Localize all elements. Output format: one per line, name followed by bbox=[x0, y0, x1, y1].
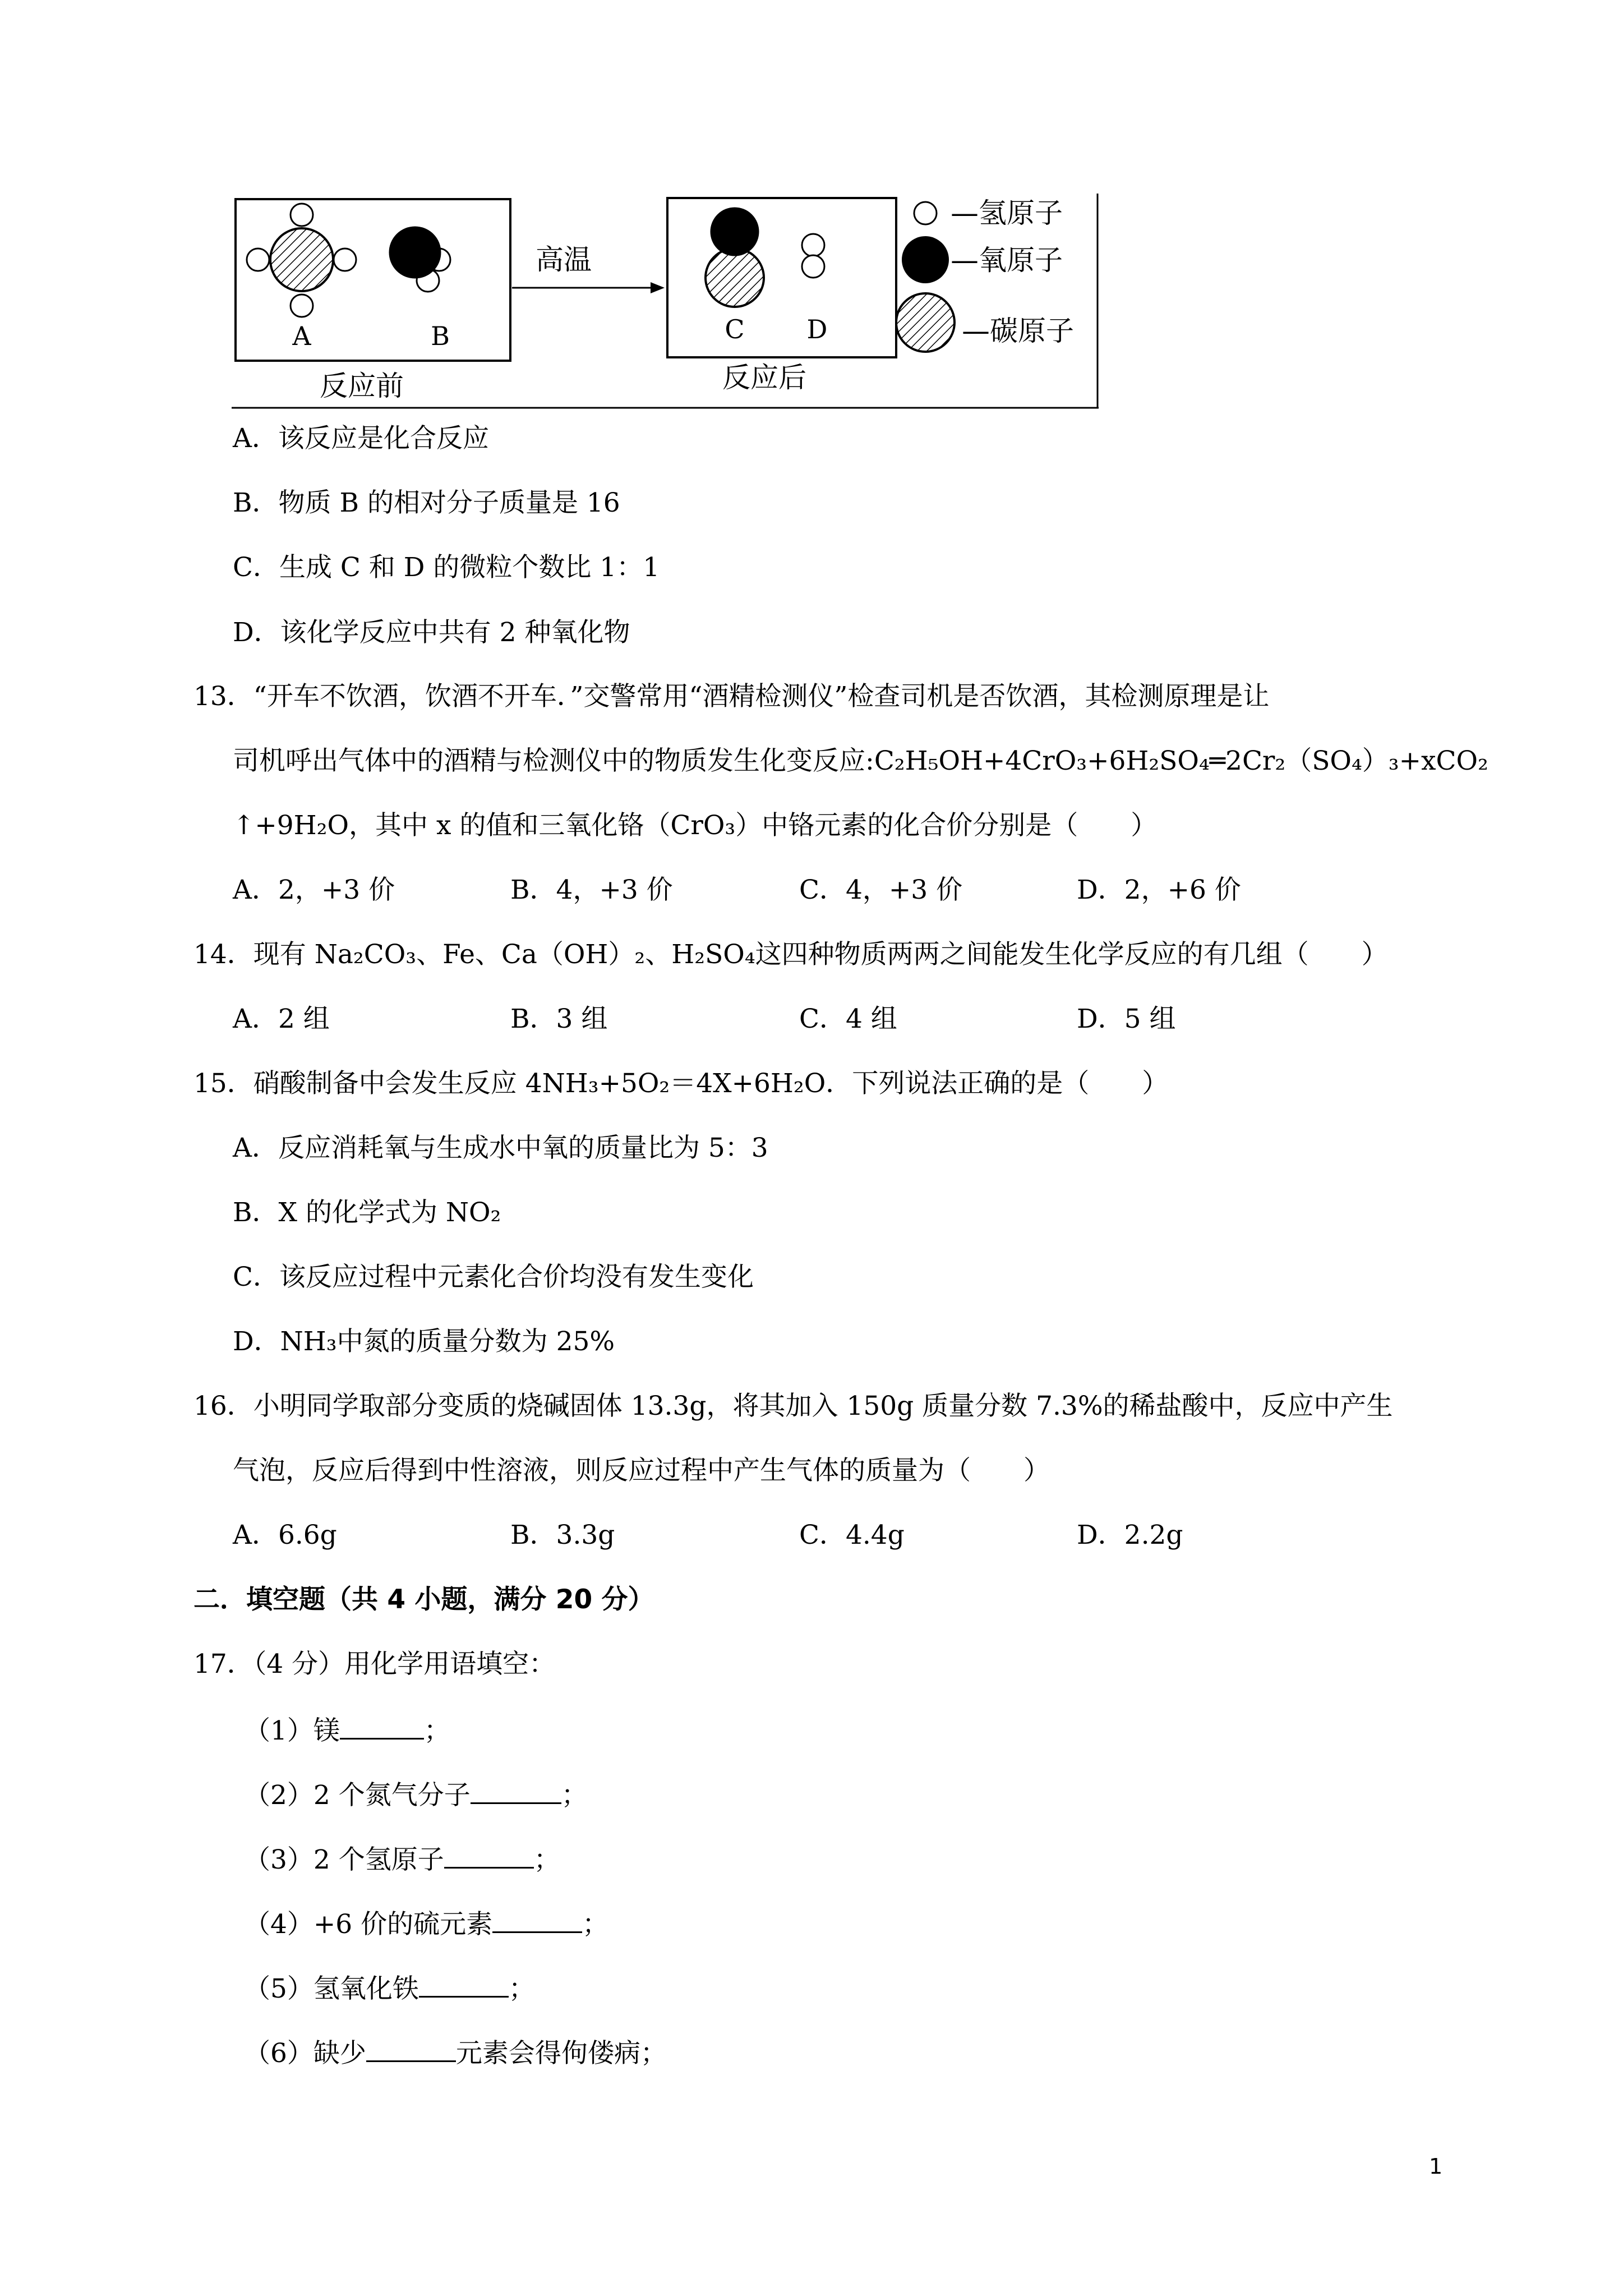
q17-item-5-end: ； bbox=[508, 1973, 535, 2004]
answer-blank-6[interactable] bbox=[366, 2038, 456, 2062]
q15-option-a: A．反应消耗氧与生成水中氧的质量比为 5：3 bbox=[233, 1133, 768, 1163]
q12-option-a: A．该反应是化合反应 bbox=[233, 423, 489, 454]
molecule-a bbox=[247, 204, 356, 317]
q17-item-5 bbox=[244, 1973, 535, 2002]
q17-item-3 bbox=[244, 1844, 560, 1873]
q14-option-d: D．5 组 bbox=[1077, 1004, 1176, 1034]
q15-option-c: C．该反应过程中元素化合价均没有发生变化 bbox=[233, 1262, 754, 1292]
label-b: B bbox=[431, 321, 450, 351]
q17-item-1 bbox=[244, 1715, 450, 1744]
q13-option-c: C．4，+3 价 bbox=[799, 875, 963, 905]
label-c: C bbox=[725, 314, 745, 344]
label-a: A bbox=[292, 321, 311, 351]
hydrogen-legend-icon bbox=[914, 202, 937, 224]
q17-stem: 17．（4 分）用化学用语填空： bbox=[193, 1649, 556, 1680]
q17-item-2 bbox=[244, 1780, 588, 1809]
q13-option-d: D．2，+6 价 bbox=[1077, 875, 1241, 905]
q17-item-6-end: 元素会得佝偻病； bbox=[455, 2038, 667, 2069]
q14-option-a: A．2 组 bbox=[233, 1004, 330, 1034]
after-box bbox=[667, 198, 896, 357]
q16-stem-line2: 气泡，反应后得到中性溶液，则反应过程中产生气体的质量为（ ） bbox=[233, 1455, 1050, 1486]
q15-option-b: B．X 的化学式为 NO₂ bbox=[233, 1197, 501, 1228]
q17-item-2-text: （2）2 个氮气分子 bbox=[244, 1780, 471, 1811]
answer-blank-3[interactable] bbox=[444, 1844, 534, 1869]
answer-blank-4[interactable] bbox=[492, 1909, 582, 1933]
q17-item-1-end: ； bbox=[423, 1715, 450, 1746]
carbon-legend-icon bbox=[896, 293, 955, 352]
before-caption: 反应前 bbox=[320, 370, 404, 402]
answer-blank-1[interactable] bbox=[340, 1715, 424, 1740]
q16-option-d: D．2.2g bbox=[1077, 1520, 1183, 1550]
q15-stem: 15．硝酸制备中会发生反应 4NH₃+5O₂＝4X+6H₂O．下列说法正确的是（ ） bbox=[193, 1068, 1169, 1099]
q16-option-b: B．3.3g bbox=[510, 1520, 615, 1550]
molecule-b bbox=[390, 227, 450, 292]
legend bbox=[896, 197, 1074, 352]
q16-option-c: C．4.4g bbox=[799, 1520, 905, 1550]
q17-item-5-text: （5）氢氧化铁 bbox=[244, 1973, 419, 2004]
q17-item-6 bbox=[244, 2038, 667, 2067]
legend-hydrogen: —氢原子 bbox=[951, 197, 1063, 229]
q13-stem-line2: 司机呼出气体中的酒精与检测仪中的物质发生化变反应:C₂H₅OH+4CrO₃+6H₂SO₄═2Cr₂（SO₄）₃+xCO₂ bbox=[233, 746, 1488, 776]
molecule-c bbox=[706, 208, 764, 307]
q16-option-a: A．6.6g bbox=[233, 1520, 337, 1550]
q15-option-d: D．NH₃中氮的质量分数为 25% bbox=[233, 1326, 615, 1357]
q14-stem: 14．现有 Na₂CO₃、Fe、Ca（OH）₂、H₂SO₄这四种物质两两之间能发生化学反应的有几组（ ） bbox=[193, 939, 1388, 970]
q17-item-4 bbox=[244, 1909, 608, 1938]
q17-item-6-text: （6）缺少 bbox=[244, 2038, 366, 2069]
molecule-d bbox=[802, 234, 824, 278]
q17-item-2-end: ； bbox=[561, 1780, 588, 1811]
q14-option-c: C．4 组 bbox=[799, 1004, 897, 1034]
q13-option-b: B．4，+3 价 bbox=[510, 875, 673, 905]
q17-item-4-text: （4）+6 价的硫元素 bbox=[244, 1909, 493, 1940]
q17-item-3-text: （3）2 个氢原子 bbox=[244, 1844, 444, 1875]
q12-option-c: C．生成 C 和 D 的微粒个数比 1：1 bbox=[233, 552, 660, 583]
legend-carbon: —碳原子 bbox=[962, 315, 1074, 347]
q12-option-d: D．该化学反应中共有 2 种氧化物 bbox=[233, 617, 630, 648]
q14-option-b: B．3 组 bbox=[510, 1004, 608, 1034]
q17-item-1-text: （1）镁 bbox=[244, 1715, 340, 1746]
legend-oxygen: —氧原子 bbox=[951, 244, 1063, 277]
q17-item-4-end: ； bbox=[582, 1909, 609, 1940]
section-heading: 二．填空题（共 4 小题，满分 20 分） bbox=[193, 1584, 654, 1615]
q17-item-3-end: ； bbox=[533, 1844, 560, 1875]
answer-blank-5[interactable] bbox=[419, 1973, 509, 1998]
page-number: 1 bbox=[1429, 2154, 1443, 2179]
oxygen-legend-icon bbox=[902, 236, 949, 283]
label-d: D bbox=[806, 314, 828, 344]
arrow-label: 高温 bbox=[536, 243, 592, 276]
q12-option-b: B．物质 B 的相对分子质量是 16 bbox=[233, 487, 620, 518]
after-caption: 反应后 bbox=[722, 361, 806, 394]
q13-stem-line3: ↑+9H₂O，其中 x 的值和三氧化铬（CrO₃）中铬元素的化合价分别是（ ） bbox=[233, 810, 1158, 841]
q13-option-a: A．2，+3 价 bbox=[233, 875, 395, 905]
reaction-diagram bbox=[227, 194, 1102, 418]
q16-stem-line1: 16．小明同学取部分变质的烧碱固体 13.3g，将其加入 150g 质量分数 7.3%的稀盐酸中，反应中产生 bbox=[193, 1391, 1393, 1421]
answer-blank-2[interactable] bbox=[471, 1780, 561, 1804]
arrow-head bbox=[651, 282, 665, 293]
q13-stem-line1: 13．“开车不饮酒，饮酒不开车．”交警常用“酒精检测仪”检查司机是否饮酒，其检测原理是让 bbox=[193, 681, 1270, 712]
